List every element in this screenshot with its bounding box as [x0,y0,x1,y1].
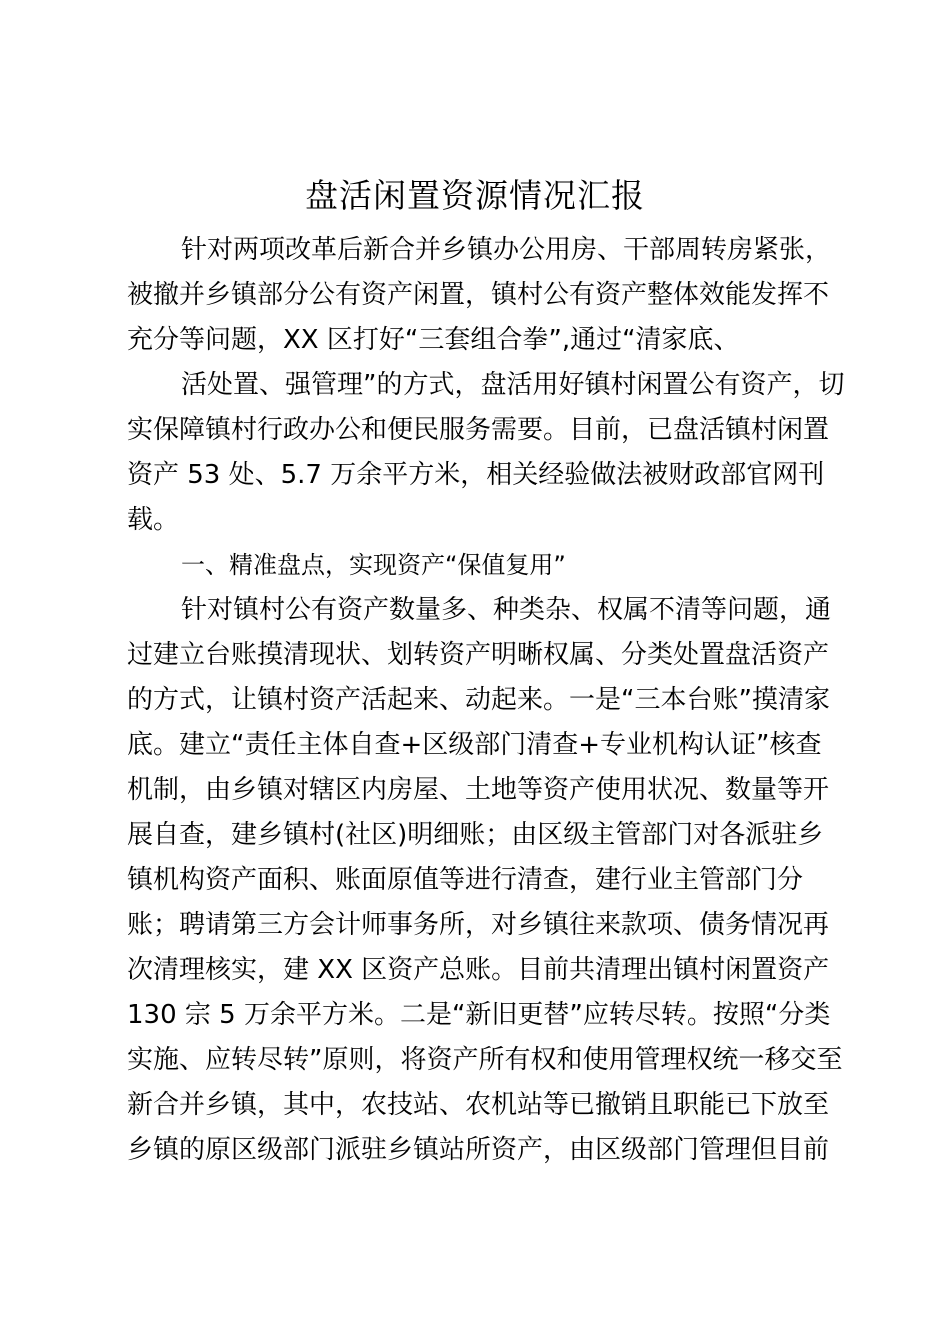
paragraph-line: 过建立台账摸清现状、划转资产明晰权属、分类处置盘活资产 [127,640,830,670]
paragraph-line: 底。建立“责任主体自查+区级部门清查+专业机构认证”核查 [127,730,822,760]
paragraph-line: 展自查，建乡镇村(社区)明细账；由区级主管部门对各派驻乡 [127,820,824,850]
paragraph-line: 次清理核实，建 XX 区资产总账。目前共清理出镇村闲置资产 [127,955,830,985]
paragraph-line: 账；聘请第三方会计师事务所，对乡镇往来款项、债务情况再 [127,910,830,940]
paragraph-line: 载。 [127,505,180,535]
paragraph-line: 机制，由乡镇对辖区内房屋、土地等资产使用状况、数量等开 [127,775,830,805]
section-heading: 一、精准盘点，实现资产“保值复用” [181,551,566,579]
paragraph-line: 充分等问题，XX 区打好“三套组合拳”,通过“清家底、 [127,325,740,355]
paragraph-line: 实施、应转尽转”原则，将资产所有权和使用管理权统一移交至 [127,1045,843,1075]
document-title: 盘活闲置资源情况汇报 [305,176,645,215]
paragraph-line: 新合并乡镇，其中，农技站、农机站等已撤销且职能已下放至 [127,1090,830,1120]
paragraph-line: 130 宗 5 万余平方米。二是“新旧更替”应转尽转。按照“分类 [127,1000,831,1030]
paragraph-line: 镇机构资产面积、账面原值等进行清查，建行业主管部门分 [127,865,804,895]
paragraph-line: 活处置、强管理”的方式，盘活用好镇村闲置公有资产，切 [181,370,845,400]
paragraph-line: 针对两项改革后新合并乡镇办公用房、干部周转房紧张， [181,235,832,265]
paragraph-line: 的方式，让镇村资产活起来、动起来。一是“三本台账”摸清家 [127,685,830,715]
paragraph-line: 被撤并乡镇部分公有资产闲置，镇村公有资产整体效能发挥不 [127,280,830,310]
paragraph-line: 资产 53 处、5.7 万余平方米，相关经验做法被财政部官网刊 [127,460,825,490]
paragraph-line: 乡镇的原区级部门派驻乡镇站所资产，由区级部门管理但目前 [127,1135,830,1165]
paragraph-line: 针对镇村公有资产数量多、种类杂、权属不清等问题，通 [181,595,832,625]
paragraph-line: 实保障镇村行政办公和便民服务需要。目前，已盘活镇村闲置 [127,415,830,445]
